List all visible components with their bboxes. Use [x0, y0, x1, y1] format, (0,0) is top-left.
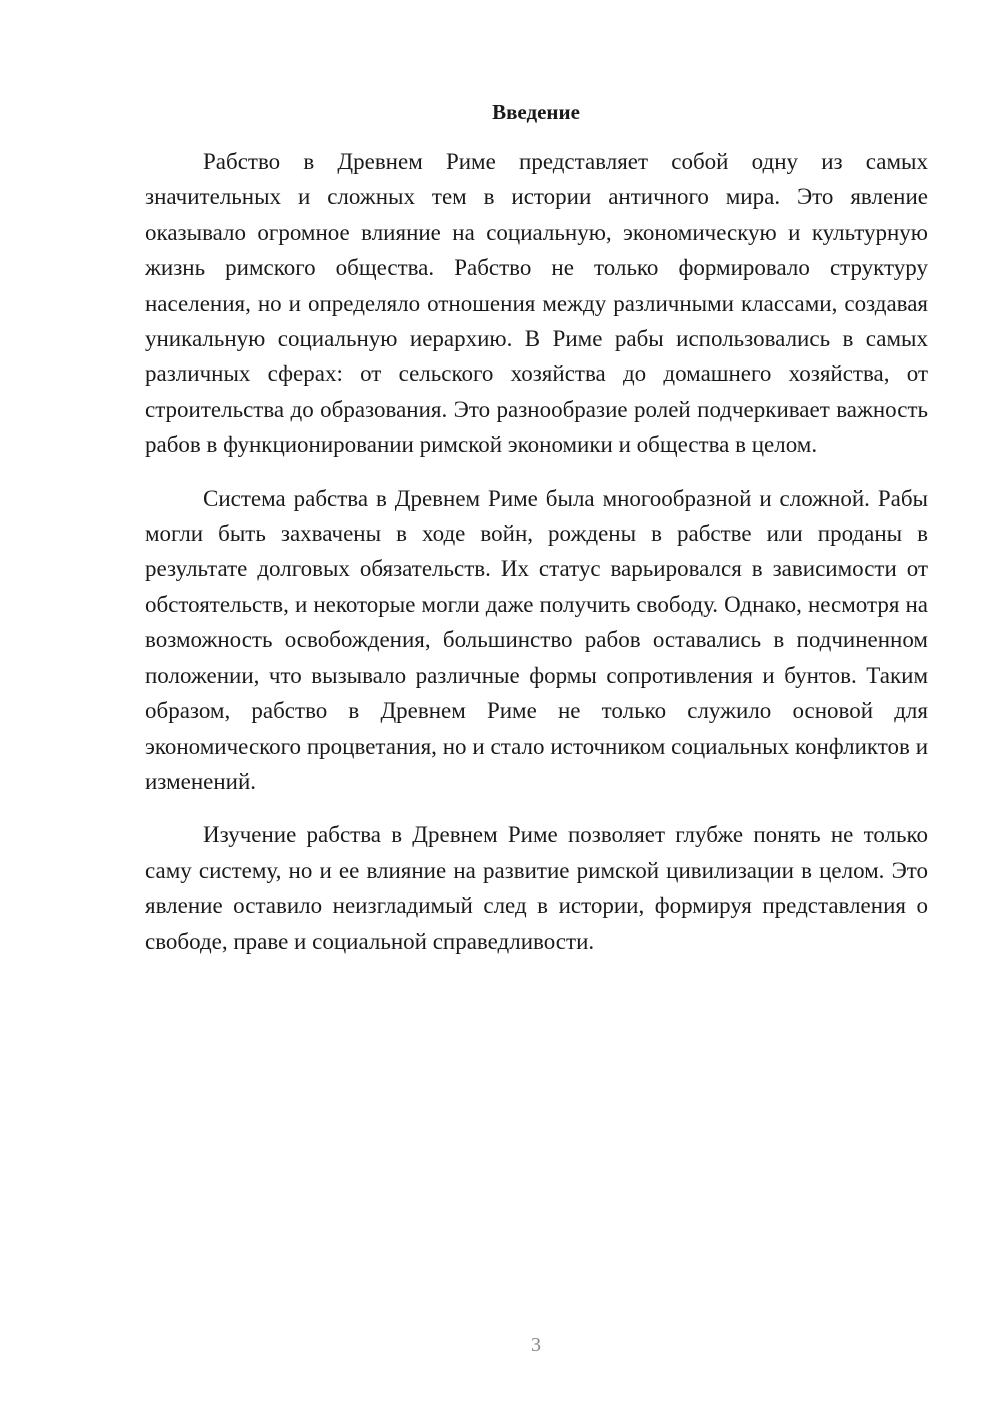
paragraph-3: Изучение рабства в Древнем Риме позволяет глубже понять не только саму систему, но и ее влияние на развитие римской цивилизации в целом. Это явление оставило неизгладимый след в истории, формируя представления о свободе, праве и социальной справедливости. — [145, 822, 928, 954]
paragraph-2: Система рабства в Древнем Риме была многообразной и сложной. Рабы могли быть захвачены в ходе войн, рождены в рабстве или проданы в результате долговых обязательств. Их статус варьировался в зависимости от обстоятельств, и некоторые могли даже получить свободу. Однако, несмотря на возможность освобождения, большинство рабов оставались в подчиненном положении, что вызывало различные формы сопротивления и бунтов. Таким образом, рабство в Древнем Риме не только служило основой для экономического процветания, но и стало источником социальных конфликтов и изменений. — [145, 485, 928, 794]
paragraph-1: Рабство в Древнем Риме представляет собой одну из самых значительных и сложных тем в истории античного мира. Это явление оказывало огромное влияние на социальную, экономическую и культурную жизнь римского общества. Рабство не только формировало структуру населения, но и определяло отношения между различными классами, создавая уникальную социальную иерархию. В Риме рабы использовались в самых различных сферах: от сельского хозяйства до домашнего хозяйства, от строительства до образования. Это разнообразие ролей подчеркивает важность рабов в функционировании римской экономики и общества в целом. — [145, 149, 928, 458]
body-text — [145, 144, 928, 959]
section-heading: Введение — [492, 100, 580, 124]
page-number: 3 — [531, 1334, 541, 1356]
